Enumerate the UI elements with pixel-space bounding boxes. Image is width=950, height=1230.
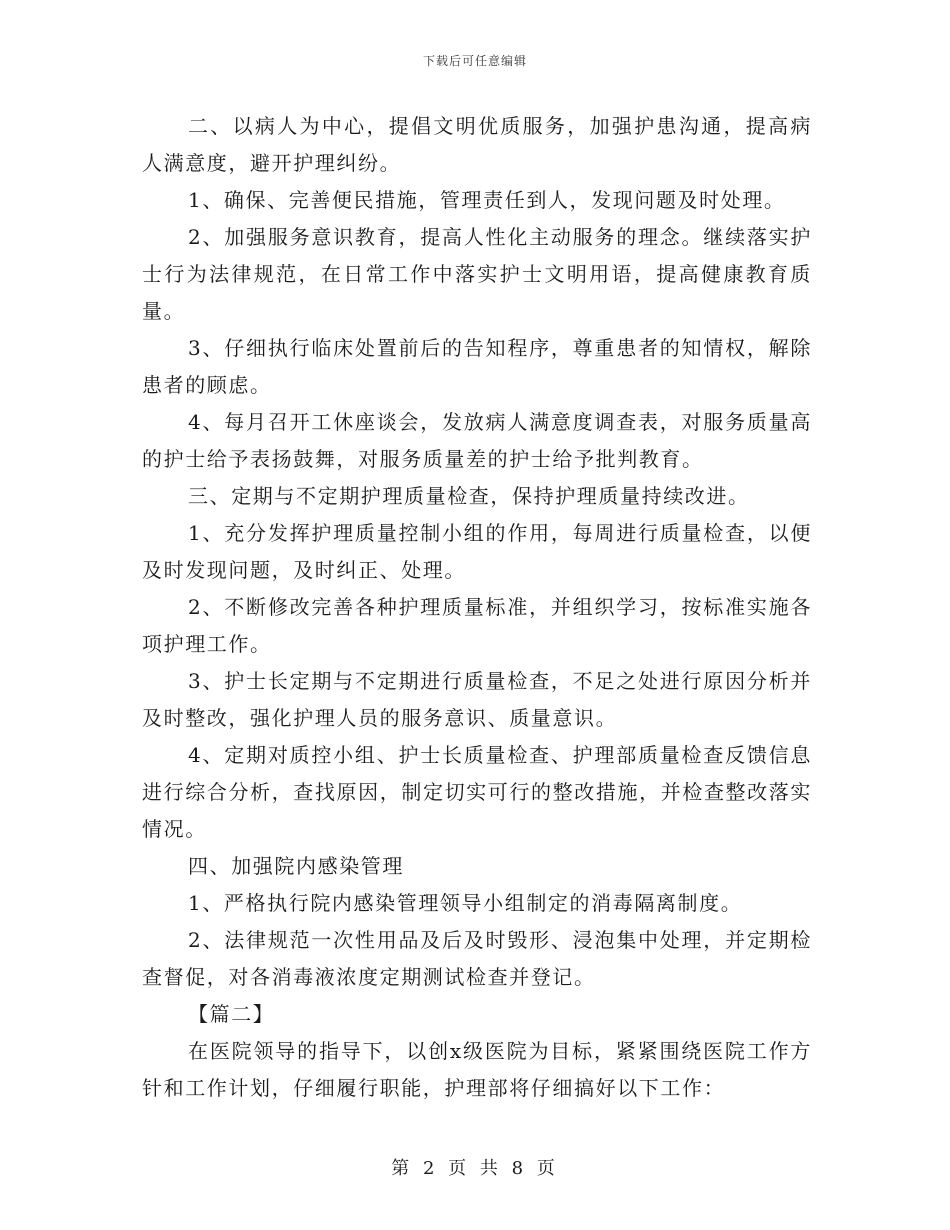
paragraph: 2、法律规范一次性用品及后及时毁形、浸泡集中处理，并定期检查督促，对各消毒液浓度定期测试检查并登记。 <box>142 928 812 989</box>
paragraph: 4、定期对质控小组、护士长质量检查、护理部质量检查反馈信息进行综合分析，查找原因，制定切实可行的整改措施，并检查整改落实情况。 <box>142 743 812 841</box>
paragraph: 4、每月召开工休座谈会，发放病人满意度调查表，对服务质量高的护士给予表扬鼓舞，对服务质量差的护士给予批判教育。 <box>142 410 812 471</box>
document-body <box>142 108 812 1107</box>
section-heading-4: 四、加强院内感染管理 <box>188 854 404 878</box>
paragraph: 3、仔细执行临床处置前后的告知程序，尊重患者的知情权，解除患者的顾虑。 <box>142 336 812 397</box>
paragraph: 1、严格执行院内感染管理领导小组制定的消毒隔离制度。 <box>188 891 743 915</box>
paragraph: 在医院领导的指导下，以创x级医院为目标，紧紧围绕医院工作方针和工作计划，仔细履行职能，护理部将仔细搞好以下工作： <box>142 1039 812 1100</box>
part-heading: 【篇二】 <box>188 1002 275 1026</box>
page-number-footer: 第 2 页 共 8 页 <box>391 1158 559 1179</box>
paragraph: 1、充分发挥护理质量控制小组的作用，每周进行质量检查，以便及时发现问题，及时纠正、处理。 <box>142 521 812 582</box>
paragraph: 2、加强服务意识教育，提高人性化主动服务的理念。继续落实护士行为法律规范，在日常工作中落实护士文明用语，提高健康教育质量。 <box>142 225 812 323</box>
paragraph: 1、确保、完善便民措施，管理责任到人，发现问题及时处理。 <box>188 188 786 212</box>
section-heading-2: 二、以病人为中心，提倡文明优质服务，加强护患沟通，提高病人满意度，避开护理纠纷。 <box>142 114 812 175</box>
page-header-note: 下载后可任意编辑 <box>422 54 527 68</box>
paragraph: 2、不断修改完善各种护理质量标准，并组织学习，按标准实施各项护理工作。 <box>142 595 812 656</box>
section-heading-3: 三、定期与不定期护理质量检查，保持护理质量持续改进。 <box>188 484 750 508</box>
paragraph: 3、护士长定期与不定期进行质量检查，不足之处进行原因分析并及时整改，强化护理人员的服务意识、质量意识。 <box>142 669 812 730</box>
